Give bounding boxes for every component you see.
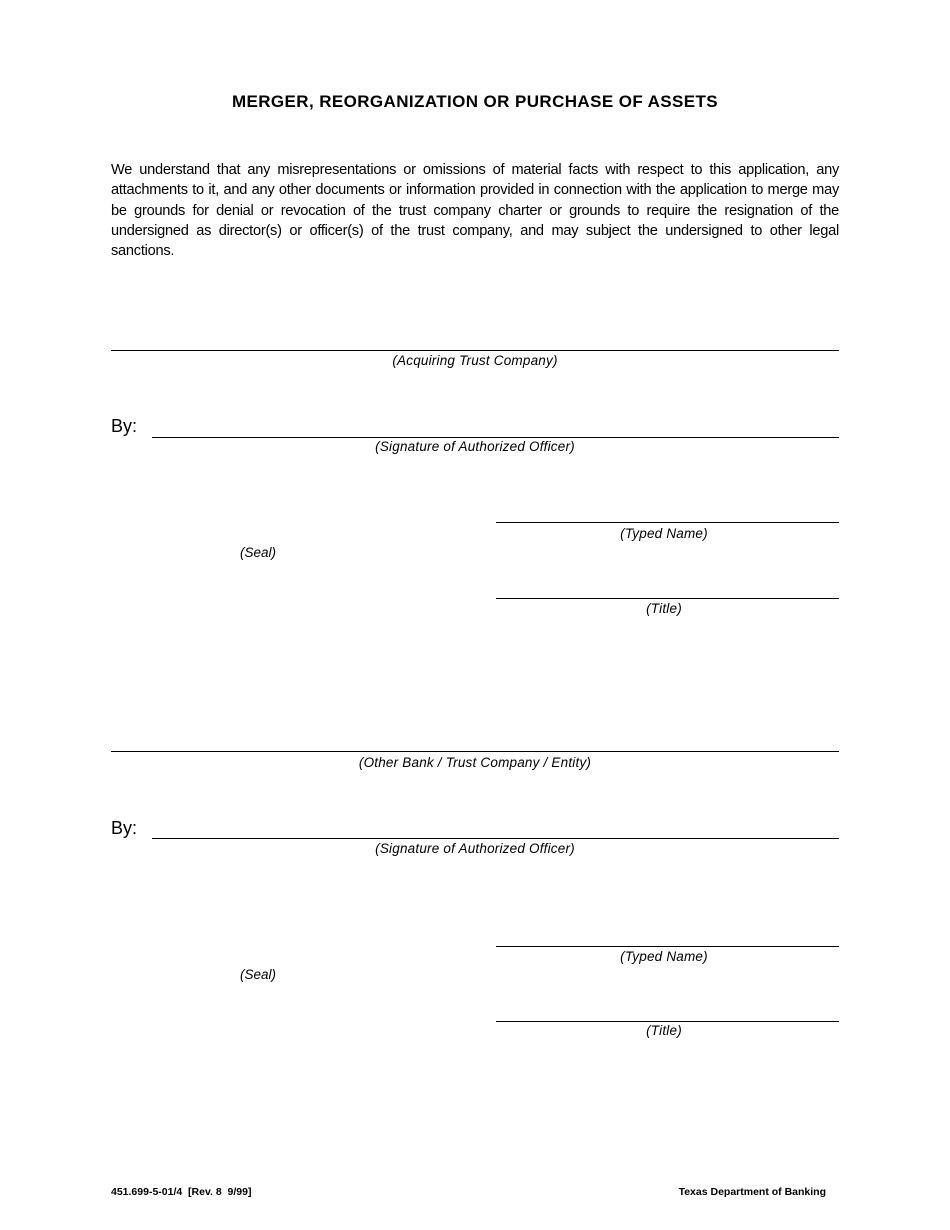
- typed-name-line[interactable]: [496, 522, 839, 523]
- other-entity-line[interactable]: [111, 751, 839, 752]
- typed-name-line[interactable]: [496, 946, 839, 947]
- title-caption: (Title): [646, 601, 682, 616]
- page-title: MERGER, REORGANIZATION OR PURCHASE OF ASSETS: [231, 92, 719, 111]
- by-label: By:: [111, 416, 138, 436]
- signature-line[interactable]: [152, 437, 839, 438]
- by-label: By:: [111, 818, 138, 838]
- typed-name-caption: (Typed Name): [620, 949, 708, 964]
- title-line[interactable]: [496, 1021, 839, 1022]
- signature-caption: (Signature of Authorized Officer): [375, 439, 575, 454]
- signature-line[interactable]: [152, 838, 839, 839]
- title-caption: (Title): [646, 1023, 682, 1038]
- title-line[interactable]: [496, 598, 839, 599]
- signature-caption: (Signature of Authorized Officer): [375, 841, 575, 856]
- other-entity-caption: (Other Bank / Trust Company / Entity): [358, 755, 592, 770]
- acquiring-company-caption: (Acquiring Trust Company): [392, 353, 558, 368]
- form-number: 451.699-5-01/4 [Rev. 8 9/99]: [111, 1186, 252, 1198]
- seal-label: (Seal): [239, 967, 276, 982]
- seal-label: (Seal): [239, 545, 276, 560]
- typed-name-caption: (Typed Name): [620, 526, 708, 541]
- acquiring-company-line[interactable]: [111, 350, 839, 351]
- intro-paragraph: We understand that any misrepresentations or omissions of material facts with respect to this application, any attachments to it, and any other documents or information provided in connection with the application to merge may be grounds for denial or revocation of the trust company charter or grounds to require the resignation of the undersigned as director(s) or officer(s) of the trust company, and may subject the undersigned to other legal sanctions.: [111, 162, 839, 260]
- agency-name: Texas Department of Banking: [678, 1186, 826, 1198]
